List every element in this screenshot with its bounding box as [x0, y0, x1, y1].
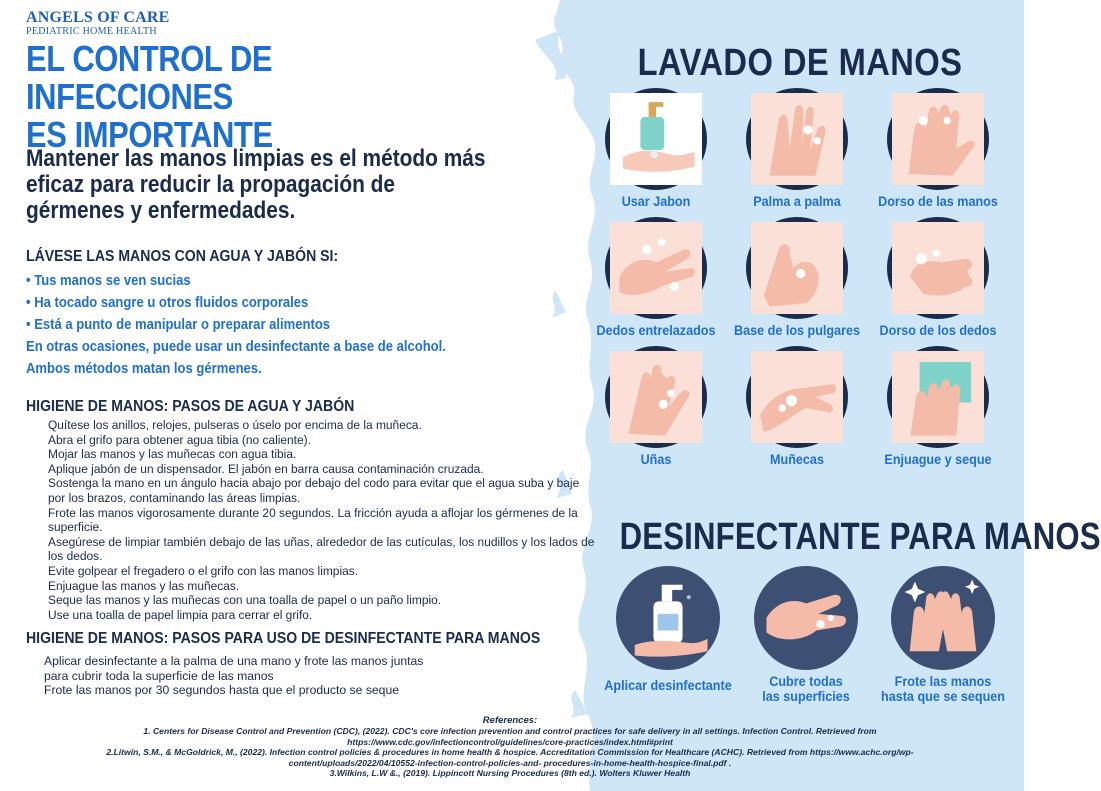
logo-name: ANGELS OF CARE — [26, 9, 170, 26]
reference-item: 3.Wilkins, L.W &., (2019). Lippincott Nursing Procedures (8th ed.). Wolters Kluwer Health — [329, 768, 691, 779]
step-label: Palma a palma — [753, 193, 841, 209]
alcohol-note-line2: Ambos métodos matan los gérmenes. — [26, 361, 262, 377]
logo-tagline: PEDIATRIC HOME HEALTH — [26, 26, 157, 37]
step-label-line2: las superficies — [762, 688, 850, 704]
subtitle: Mantener las manos limpias es el método más eficaz para reducir la propagación de gérmenes y enfermedades. — [26, 145, 486, 224]
list-item: Aplicar desinfectante a la palma de una mano y frote las manos juntas para cubrir toda la superficie de las manos — [44, 654, 424, 683]
step-label: Dorso de los dedos — [879, 322, 997, 338]
step-label — [877, 674, 1008, 704]
sanitizer-title: DESINFECTANTE PARA MANOS — [619, 516, 1101, 558]
list-item: • Ha tocado sangre u otros fluidos corporales — [26, 292, 494, 314]
palm-to-palm-icon — [746, 88, 848, 190]
list-item: Quítese los anillos, relojes, pulseras o úselo por encima de la muñeca. — [48, 418, 422, 432]
back-of-hands-icon — [887, 88, 989, 190]
rinse-dry-icon — [887, 346, 989, 448]
fingernails-icon — [605, 346, 707, 448]
step-label — [740, 674, 871, 704]
wash-when-list — [26, 270, 546, 336]
wash-when-heading: LÁVESE LAS MANOS CON AGUA Y JABÓN SI: — [26, 248, 339, 265]
thumb-base-icon — [746, 217, 848, 319]
list-item: Seque las manos y las muñecas con una toalla de papel o un paño limpio. — [48, 593, 442, 608]
step-label: Dorso de las manos — [878, 193, 998, 209]
step-label: Base de los pulgares — [734, 322, 861, 338]
logo — [26, 10, 170, 37]
step-label: Usar Jabon — [621, 193, 691, 209]
step-label-line2: hasta que se sequen — [881, 688, 1005, 704]
handwash-step — [727, 88, 867, 209]
sanitizer-steps-list — [44, 654, 434, 698]
finger-backs-icon — [887, 217, 989, 319]
clean-hands-icon — [891, 566, 995, 670]
sanitizer-step — [870, 566, 1016, 704]
handwash-step — [727, 346, 867, 467]
step-label-line1: Frote las manos — [894, 673, 992, 689]
handwash-step — [868, 346, 1008, 467]
list-item: • Tus manos se ven sucias — [26, 270, 494, 292]
step-label: Aplicar desinfectante — [604, 677, 732, 693]
list-item: Use una toalla de papel limpia para cerrar el grifo. — [48, 607, 313, 622]
sanitizer-step — [595, 566, 741, 693]
wrists-icon — [746, 346, 848, 448]
list-item: Abra el grifo para obtener agua tibia (no caliente). — [48, 432, 311, 447]
soap-steps-heading: HIGIENE DE MANOS: PASOS DE AGUA Y JABÓN — [26, 398, 355, 415]
list-item: Mojar las manos y las muñecas con agua tibia. — [48, 447, 297, 462]
list-item: Evite golpear el fregadero o el grifo con las manos limpias. — [48, 563, 359, 578]
interlaced-fingers-icon — [605, 217, 707, 319]
step-label: Uñas — [640, 451, 672, 467]
list-item: Enjuague las manos y las muñecas. — [48, 578, 240, 593]
alcohol-note — [26, 336, 546, 380]
alcohol-note-line1: En otras ocasiones, puede usar un desinfectante a base de alcohol. — [26, 339, 446, 355]
handwash-step — [727, 217, 867, 338]
sanitizer-steps-heading: HIGIENE DE MANOS: PASOS PARA USO DE DESINFECTANTE PARA MANOS — [26, 630, 541, 647]
page-title-line2: ES IMPORTANTE — [26, 114, 273, 155]
page-title-line1: EL CONTROL DE INFECCIONES — [26, 38, 273, 117]
sanitizer-step — [733, 566, 879, 704]
handwash-step — [586, 88, 726, 209]
handwash-step — [586, 217, 726, 338]
reference-item: 1. Centers for Disease Control and Prevention (CDC), (2022). CDC's core infection prevention and control practices for safe delivery in all settings. Infection Control. Retrieved from https://www.cdc.gov/infectioncontrol/guidelines/core-practices/index.html#print — [143, 726, 877, 747]
soap-steps-list — [48, 418, 608, 622]
list-item: Sostenga la mano en un ángulo hacia abajo por debajo del codo para evitar que el agua suba y baje por los brazos, contaminando las áreas limpias. — [48, 476, 580, 505]
rubbing-hands-icon — [754, 566, 858, 670]
step-label: Dedos entrelazados — [596, 322, 716, 338]
handwash-title: LAVADO DE MANOS — [637, 42, 963, 84]
references — [100, 715, 920, 779]
page-title — [26, 40, 404, 154]
references-title: References: — [482, 715, 538, 726]
list-item: Aplique jabón de un dispensador. El jabón en barra causa contaminación cruzada. — [48, 461, 484, 476]
step-label: Enjuague y seque — [884, 451, 992, 467]
step-label-line1: Cubre todas — [769, 673, 843, 689]
soap-dispenser-icon — [605, 88, 707, 190]
handwash-step — [868, 217, 1008, 338]
list-item: • Está a punto de manipular o preparar alimentos — [26, 314, 494, 336]
list-item: Frote las manos vigorosamente durante 20 segundos. La fricción ayuda a aflojar los gérmenes de la superficie. — [48, 505, 578, 535]
list-item: Frote las manos por 30 segundos hasta que el producto se seque — [44, 683, 400, 698]
handwash-step — [586, 346, 726, 467]
reference-item: 2.Litwin, S.M., & McGoldrick, M., (2022). Infection control policies & procedures in home health & hospice. Accreditation Commission for Healthcare (ACHC). Retrieved from https://www.achc.org/wp-content/uploads/2022/04/10552-infection-control-policies-and- procedures-in-home-health-hospice-final.pdf . — [106, 747, 914, 768]
sanitizer-bottle-icon — [616, 566, 720, 670]
list-item: Asegúrese de limpiar también debajo de las uñas, alrededor de las cutículas, los nudillos y los lados de los dedos. — [48, 534, 595, 564]
handwash-step — [868, 88, 1008, 209]
step-label: Muñecas — [770, 451, 824, 467]
